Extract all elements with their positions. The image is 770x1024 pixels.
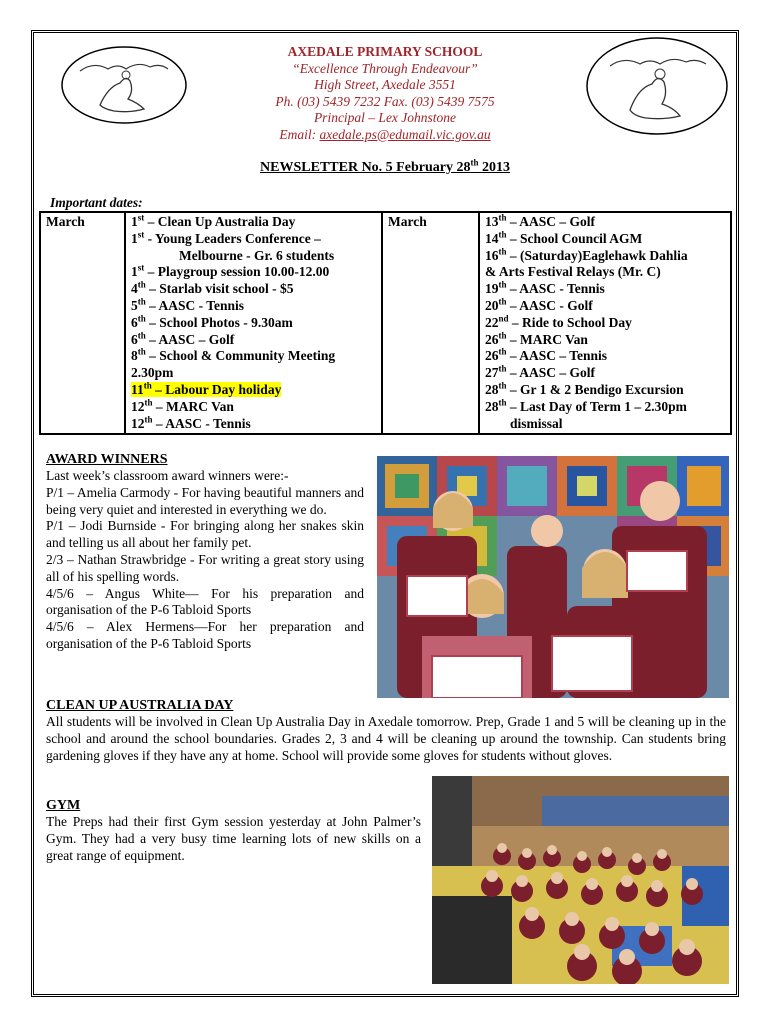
date-suffix: th <box>137 296 146 307</box>
award-item: P/1 – Jodi Burnside - For bringing along her snakes skin and telling us all about her family pet. <box>46 518 364 551</box>
newsletter-title <box>0 157 770 176</box>
date-suffix: th <box>144 414 153 425</box>
date-suffix: th <box>498 229 507 240</box>
date-event <box>131 416 376 433</box>
date-event-text: – School Council AGM <box>506 230 643 246</box>
email-label: Email: <box>279 126 320 142</box>
gym-photo <box>432 776 729 984</box>
date-event <box>131 399 376 416</box>
date-suffix: th <box>137 346 146 357</box>
date-event <box>131 298 376 315</box>
date-event-text: – AASC – Tennis <box>506 348 608 364</box>
date-suffix: th <box>498 296 507 307</box>
date-day: 16 <box>485 247 499 263</box>
date-event-text: & Arts Festival Relays (Mr. C) <box>485 264 661 280</box>
date-event <box>485 214 725 231</box>
award-item: 2/3 – Nathan Strawbridge - For writing a great story using all of his spelling words. <box>46 551 364 584</box>
date-event <box>131 332 376 349</box>
date-event <box>131 214 376 231</box>
right-month-cell: March <box>382 212 479 434</box>
date-day: 6 <box>131 314 138 330</box>
date-event-text: - Young Leaders Conference – <box>144 230 321 246</box>
school-phone-fax: Ph. (03) 5439 7232 Fax. (03) 5439 7575 <box>275 93 495 109</box>
date-suffix: th <box>498 212 507 223</box>
clean-up-section <box>46 698 726 764</box>
date-event-text: dismissal <box>510 415 563 431</box>
date-event-text: – AASC - Tennis <box>152 415 251 431</box>
date-event <box>131 281 376 298</box>
newsletter-title-text: NEWSLETTER No. 5 February 28 <box>260 160 471 175</box>
date-day: 1 <box>131 230 138 246</box>
date-event <box>485 382 725 399</box>
school-logo-right <box>584 36 730 136</box>
date-event-text: – Playgroup session 10.00-12.00 <box>144 264 330 280</box>
award-winners-intro: Last week’s classroom award winners were:- <box>46 468 289 483</box>
date-event <box>131 315 376 332</box>
award-item: 4/5/6 – Angus White— For his preparation and organisation of the P-6 Tabloid Sports <box>46 585 364 618</box>
date-event-text: – MARC Van <box>152 398 234 414</box>
date-day: 14 <box>485 230 499 246</box>
date-event-text: – Labour Day holiday <box>151 381 282 397</box>
date-day: 1 <box>131 264 138 280</box>
award-winners-photo <box>377 456 729 698</box>
date-suffix: st <box>137 212 145 223</box>
date-event <box>485 231 725 248</box>
date-event-text: – School & Community Meeting <box>145 348 336 364</box>
school-motto: “Excellence Through Endeavour” <box>292 60 478 76</box>
date-event-text: – AASC - Golf <box>506 297 593 313</box>
gym-heading: GYM <box>46 798 81 813</box>
left-events-cell <box>125 212 382 434</box>
date-suffix: st <box>137 229 145 240</box>
date-suffix: th <box>498 279 507 290</box>
date-event <box>485 298 725 315</box>
date-suffix: nd <box>498 313 509 324</box>
date-suffix: th <box>144 397 153 408</box>
date-event <box>485 281 725 298</box>
date-day: 26 <box>485 331 499 347</box>
date-suffix: th <box>143 380 152 391</box>
date-event-text: – AASC – Golf <box>145 331 235 347</box>
date-event-text: Melbourne - Gr. 6 students <box>179 247 335 263</box>
date-event <box>131 264 376 281</box>
date-event-text: – Clean Up Australia Day <box>144 214 296 229</box>
date-suffix: th <box>498 330 507 341</box>
school-logo-left <box>60 45 188 125</box>
date-day: 1 <box>131 214 138 229</box>
date-event <box>485 416 725 433</box>
email-link[interactable]: axedale.ps@edumail.vic.gov.au <box>319 126 491 142</box>
date-event <box>131 231 376 248</box>
date-event-text: – (Saturday)Eaglehawk Dahlia <box>506 247 688 263</box>
gym-body: The Preps had their first Gym session yesterday at John Palmer’s Gym. They had a very busy time learning lots of new skills on a great range of equipment. <box>46 814 421 863</box>
date-day: 22 <box>485 314 499 330</box>
left-month-cell: March <box>40 212 125 434</box>
date-suffix: th <box>498 246 507 257</box>
date-day: 11 <box>131 381 144 397</box>
date-day: 12 <box>131 398 145 414</box>
award-item: 4/5/6 – Alex Hermens—For her preparation and organisation of the P-6 Tabloid Sports <box>46 619 364 651</box>
date-event <box>485 315 725 332</box>
date-suffix: th <box>498 397 507 408</box>
date-event <box>131 248 376 265</box>
date-day: 20 <box>485 297 499 313</box>
date-event <box>485 332 725 349</box>
date-day: 6 <box>131 331 138 347</box>
date-day: 28 <box>485 381 499 397</box>
date-suffix: th <box>137 279 146 290</box>
date-day: 8 <box>131 348 138 364</box>
clean-up-heading: CLEAN UP AUSTRALIA DAY <box>46 698 234 713</box>
date-event-text: – AASC – Golf <box>506 214 596 229</box>
date-event <box>131 365 376 382</box>
date-event-text: – Gr 1 & 2 Bendigo Excursion <box>506 381 684 397</box>
date-event-text: – School Photos - 9.30am <box>145 314 293 330</box>
date-event-text: – AASC - Tennis <box>145 297 245 313</box>
date-day: 13 <box>485 214 499 229</box>
date-event <box>131 348 376 365</box>
date-day: 19 <box>485 281 499 297</box>
school-header <box>200 44 570 143</box>
date-event-text: – Ride to School Day <box>508 314 632 330</box>
date-day: 27 <box>485 365 499 381</box>
newsletter-year: 2013 <box>478 160 510 175</box>
date-event <box>485 348 725 365</box>
date-suffix: st <box>137 262 145 273</box>
date-day: 4 <box>131 281 138 297</box>
school-address: High Street, Axedale 3551 <box>314 77 456 92</box>
date-event <box>485 248 725 265</box>
date-day: 5 <box>131 297 138 313</box>
date-event <box>485 399 725 416</box>
date-suffix: th <box>498 363 507 374</box>
school-email-line <box>200 127 570 144</box>
date-day: 28 <box>485 398 499 414</box>
date-day: 26 <box>485 348 499 364</box>
date-suffix: th <box>137 330 146 341</box>
date-event-text: 2.30pm <box>131 365 174 381</box>
date-event-text: – MARC Van <box>506 331 588 347</box>
newsletter-title-sup: th <box>470 157 479 168</box>
date-event <box>485 264 725 281</box>
award-item: P/1 – Amelia Carmody - For having beautiful manners and being very quiet and interested in everything we do. <box>46 484 364 517</box>
important-dates-table <box>39 211 732 435</box>
important-dates-label: Important dates: <box>50 195 143 210</box>
date-event-text: – Starlab visit school - $5 <box>145 281 294 297</box>
date-suffix: th <box>498 380 507 391</box>
award-winners-heading: AWARD WINNERS <box>46 452 168 467</box>
gym-section <box>46 798 421 864</box>
date-suffix: th <box>498 346 507 357</box>
date-event <box>485 365 725 382</box>
right-events-cell <box>479 212 731 434</box>
date-event-text: – AASC – Golf <box>506 365 596 381</box>
school-name: AXEDALE PRIMARY SCHOOL <box>287 44 483 59</box>
award-winners-section <box>46 452 364 653</box>
school-principal: Principal – Lex Johnstone <box>313 110 457 125</box>
clean-up-body: All students will be involved in Clean Up Australia Day in Axedale tomorrow. Prep, Grade 1 and 5 will be cleaning up in the school and around the school boundaries. Grades 2, 3 and 4 will be cleaning up around the township. Can students bring gardening gloves if they have any at home. School will provide some gloves for students without gloves. <box>46 714 726 763</box>
date-event-text: – Last Day of Term 1 – 2.30pm <box>506 398 687 414</box>
date-suffix: th <box>137 313 146 324</box>
date-day: 12 <box>131 415 145 431</box>
date-event <box>131 382 376 399</box>
date-event-text: – AASC - Tennis <box>506 281 605 297</box>
